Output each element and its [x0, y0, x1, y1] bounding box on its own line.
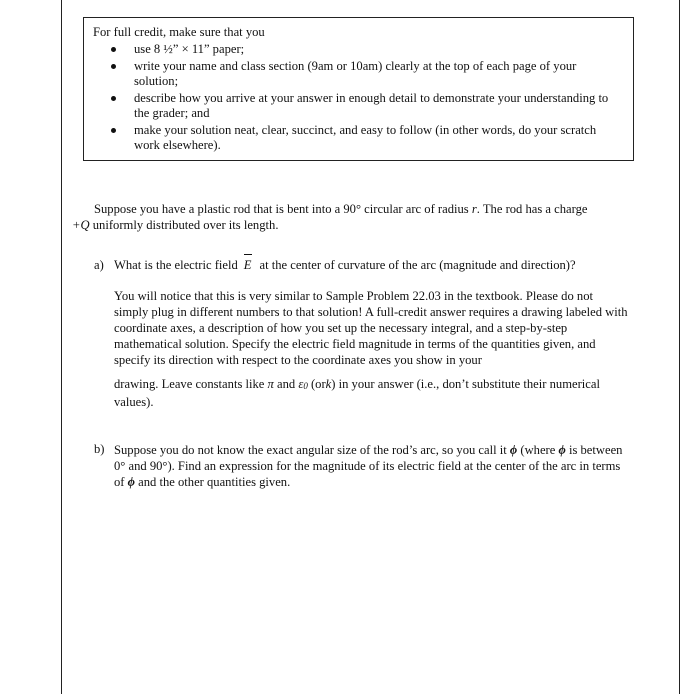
question-a-pre: What is the electric field — [114, 258, 238, 272]
epsilon-symbol: ε — [298, 377, 304, 391]
constants-text-c: (or — [310, 377, 326, 391]
problem-text-2: . The rod has a charge — [476, 202, 588, 216]
question-a-label: a) — [94, 258, 104, 272]
instruction-item: make your solution neat, clear, succinct, and easy to follow (in other words, do your scratch work elsewhere). — [134, 123, 623, 153]
problem-line-1 — [72, 201, 627, 217]
instructions-box — [83, 17, 634, 161]
question-b-text-2: (where — [520, 443, 556, 457]
question-b-paragraph — [114, 442, 629, 490]
question-a-constants — [114, 376, 629, 410]
epsilon-subscript: 0 — [303, 381, 308, 391]
electric-field-vector-symbol: E — [243, 258, 252, 272]
question-b-text-4: and the other quantities given. — [138, 475, 291, 489]
instruction-item: write your name and class section (9am or 10am) clearly at the top of each page of your solution; — [134, 59, 623, 89]
pi-symbol: π — [267, 377, 274, 391]
problem-text-3: uniformly distributed over its length. — [89, 218, 279, 232]
instruction-item: describe how you arrive at your answer in enough detail to demonstrate your understanding to the grader; and — [134, 91, 623, 121]
radius-symbol: r — [471, 202, 477, 216]
question-a-prompt — [114, 258, 634, 273]
constants-text-d: ) in your answer (i.e., don’t substitute their numerical values). — [114, 377, 600, 409]
epsilon-zero-symbol — [298, 377, 307, 391]
question-a-post: at the center of curvature of the arc (magnitude and direction)? — [259, 258, 576, 272]
instruction-item: use 8 ½” × 11” paper; — [134, 42, 623, 57]
k-symbol: k — [325, 377, 332, 391]
question-b-text-3: is between 0° and 90°). Find an expression for the magnitude of its electric field at the center of the arc in terms of — [114, 443, 623, 489]
problem-text-1: Suppose you have a plastic rod that is bent into a 90° circular arc of radius — [94, 202, 469, 216]
instructions-intro: For full credit, make sure that you — [93, 25, 265, 39]
page-left-edge — [61, 0, 62, 694]
question-a-paragraph: You will notice that this is very similar to Sample Problem 22.03 in the textbook. Please do not simply plug in different numbers to that solution! A full-credit answer requires a drawing labeled with coordinate axes, a description of how you set up the necessary integral, and a step-by-step mathematical solution. Specify the electric field magnitude in terms of the quantities given, and specify its direction with respect to the coordinate axes you show in your — [114, 289, 628, 367]
constants-text-a: drawing. Leave constants like — [114, 377, 265, 391]
charge-symbol: +Q — [72, 218, 90, 232]
constants-text-b: and — [277, 377, 296, 391]
phi-symbol: ϕ — [127, 475, 135, 489]
phi-symbol: ϕ — [509, 443, 518, 457]
page-right-edge — [679, 0, 680, 694]
phi-symbol: ϕ — [558, 443, 566, 457]
problem-statement — [72, 201, 627, 233]
instructions-list — [93, 42, 623, 153]
question-b-text-1: Suppose you do not know the exact angular size of the rod’s arc, so you call it — [114, 443, 507, 457]
question-b-label: b) — [94, 442, 105, 456]
